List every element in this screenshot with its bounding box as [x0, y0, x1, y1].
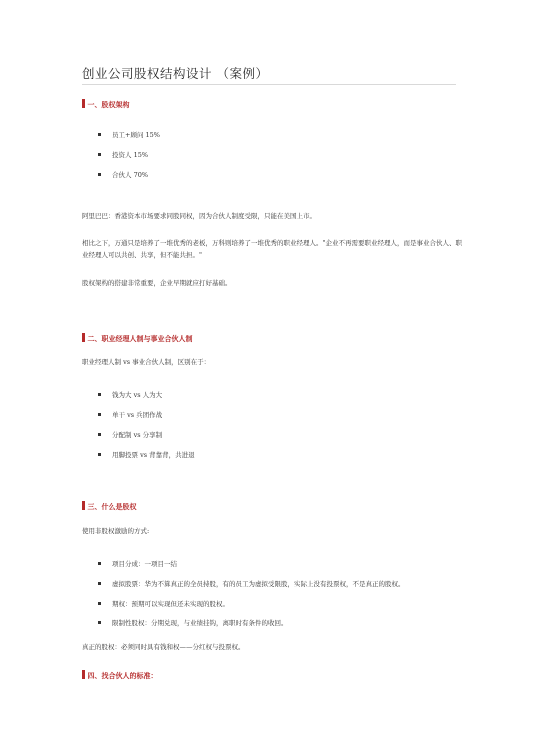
list-item-text: 合伙人 70% — [112, 171, 149, 179]
document-title: 创业公司股权结构设计 （案例） — [82, 66, 269, 81]
list-item — [98, 580, 405, 589]
list-item-text: 分配制 vs 分享制 — [112, 431, 163, 439]
bullet-icon — [98, 453, 101, 456]
list-item-text: 钱为大 vs 人为大 — [112, 391, 163, 399]
list-item-text: 投资人 15% — [112, 151, 149, 159]
list-item-text: 员工+顾问 15% — [112, 131, 160, 139]
bullet-icon — [98, 602, 101, 605]
list-item — [98, 560, 177, 569]
section-heading-1 — [82, 99, 130, 110]
bullet-icon — [98, 133, 101, 136]
section-marker — [82, 99, 85, 108]
title-divider — [82, 84, 456, 85]
list-item — [98, 619, 288, 628]
list-item — [98, 171, 148, 180]
section-heading-2 — [82, 333, 193, 344]
list-item-text: 用脚投票 vs 背靠背，共进退 — [112, 451, 195, 459]
bullet-icon — [98, 393, 101, 396]
paragraph: 相比之下，万通只是培养了一堆优秀的老板，万科则培养了一堆优秀的职业经理人。"企业不再需要职业经理人，而是事业合伙人、职业经理人可以共创、共享，但不能共担。" — [82, 239, 462, 259]
paragraph: 真正的股权：必须同时具有钱和权——分红权与投票权。 — [82, 643, 245, 651]
bullet-icon — [98, 413, 101, 416]
section-marker — [82, 333, 85, 342]
paragraph: 使用非股权激励的方式: — [82, 527, 150, 535]
paragraph: 职业经理人制 vs 事业合伙人制，区别在于： — [82, 358, 211, 366]
list-item-text: 项目分成：一项目一结 — [112, 560, 177, 568]
bullet-icon — [98, 562, 101, 565]
list-item — [98, 431, 162, 440]
bullet-icon — [98, 582, 101, 585]
list-item-text: 单干 vs 兵团作战 — [112, 411, 163, 419]
bullet-icon — [98, 153, 101, 156]
paragraph: 股权架构的搭建非常重要，企业早期就应打好基础。 — [82, 279, 232, 287]
list-item-text: 期权：预期可以实现但还未实现的股权。 — [112, 600, 229, 608]
bullet-icon — [98, 621, 101, 624]
list-item — [98, 151, 148, 160]
list-item — [98, 411, 162, 420]
section-heading-text: 二、职业经理人制与事业合伙人制 — [87, 334, 193, 343]
list-item-text: 虚拟股票：华为不算真正的全员持股，有的员工为虚拟受限股，实际上没有投票权，不是真正的股权。 — [112, 580, 405, 588]
bullet-icon — [98, 173, 101, 176]
list-item — [98, 391, 162, 400]
bullet-icon — [98, 433, 101, 436]
section-marker — [82, 501, 85, 510]
list-item — [98, 451, 195, 460]
list-item-text: 限制性股权：分期兑现，与业绩挂钩，离职时有条件的收回。 — [112, 619, 288, 627]
section-heading-text: 一、股权架构 — [87, 100, 130, 109]
list-item — [98, 600, 229, 609]
list-item — [98, 131, 160, 140]
paragraph: 阿里巴巴：香港资本市场要求同股同权，因为合伙人制度受限，只能在美国上市。 — [82, 212, 316, 220]
section-heading-4 — [82, 670, 158, 681]
section-heading-3 — [82, 501, 137, 512]
section-heading-text: 三、什么是股权 — [87, 502, 137, 511]
section-heading-text: 四、找合伙人的标准： — [87, 671, 158, 680]
section-marker — [82, 670, 85, 679]
